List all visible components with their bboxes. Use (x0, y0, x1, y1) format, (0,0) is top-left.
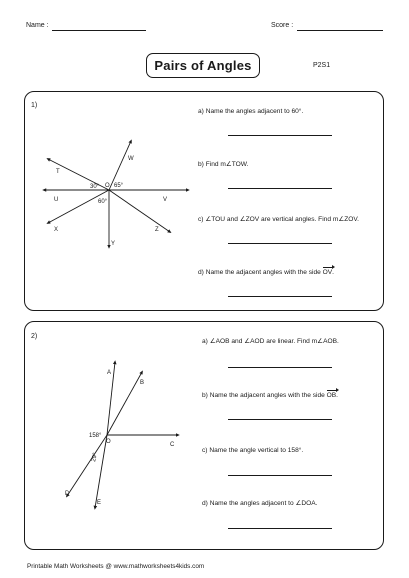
question-1c: c) ∠TOU and ∠ZOV are vertical angles. Find m∠ZOV. (198, 216, 360, 223)
label-X: X (54, 227, 59, 233)
label-T: T (56, 169, 60, 175)
question-1d-end: . (332, 269, 334, 276)
question-2d: d) Name the angles adjacent to ∠DOA. (202, 500, 318, 507)
worksheet-code: P2S1 (313, 62, 331, 69)
question-2a: a) ∠AOB and ∠AOD are linear. Find m∠AOB. (202, 338, 339, 345)
angle-30-label: 30° (90, 184, 100, 190)
question-2b (202, 392, 338, 399)
question-2b-end: . (336, 392, 338, 399)
question-2b-text: b) Name the adjacent angles with the side (202, 392, 327, 399)
angle-60-label: 60° (98, 199, 108, 205)
problem-2-diagram (25, 322, 200, 549)
label-A: A (107, 370, 112, 376)
answer-line-1a[interactable] (228, 135, 332, 136)
answer-line-1d[interactable] (228, 296, 332, 297)
footer-credit: Printable Math Worksheets @ www.mathworksheets4kids.com (27, 563, 205, 570)
question-1d (198, 269, 334, 276)
answer-line-1b[interactable] (228, 188, 332, 189)
answer-line-2b[interactable] (228, 419, 332, 420)
label-Y: Y (111, 241, 116, 247)
label-B: B (140, 380, 145, 386)
answer-line-1c[interactable] (228, 243, 332, 244)
score-line[interactable] (297, 30, 383, 31)
ray-OZ (109, 190, 170, 232)
answer-line-2c[interactable] (228, 475, 332, 476)
label-Z: Z (155, 227, 159, 233)
label-O: O (106, 439, 111, 445)
ray-OB-notation: OB (326, 392, 337, 399)
problem-1-number: 1) (31, 102, 38, 109)
question-1d-text: d) Name the adjacent angles with the side (198, 269, 323, 276)
ray-OD (67, 435, 107, 496)
ray-OV-notation: OV (322, 269, 333, 276)
name-label: Name : (26, 22, 49, 29)
worksheet-title: Pairs of Angles (154, 58, 252, 73)
problem-1-diagram (25, 92, 200, 310)
answer-line-2a[interactable] (228, 367, 332, 368)
ray-OE (95, 435, 107, 508)
worksheet-title-box (146, 53, 260, 78)
question-2c: c) Name the angle vertical to 158°. (202, 447, 304, 454)
label-E: E (97, 500, 102, 506)
ray-OB (107, 372, 145, 435)
problem-2-number: 2) (31, 333, 38, 340)
question-1a: a) Name the angles adjacent to 60°. (198, 108, 304, 115)
label-C: C (170, 442, 175, 448)
label-U: U (54, 197, 59, 203)
problem-2-panel (24, 321, 384, 550)
angle-29-label: 29° (91, 452, 99, 463)
score-label: Score : (271, 22, 294, 29)
answer-line-2d[interactable] (228, 528, 332, 529)
label-W: W (128, 156, 134, 162)
angle-158-label: 158° (89, 433, 102, 439)
question-1b: b) Find m∠TOW. (198, 161, 249, 168)
label-V: V (163, 197, 168, 203)
label-D: D (65, 491, 70, 497)
name-line[interactable] (52, 30, 146, 31)
label-O: O (105, 183, 110, 189)
ray-OX (48, 190, 109, 223)
problem-1-panel (24, 91, 384, 311)
angle-65-label: 65° (114, 183, 124, 189)
